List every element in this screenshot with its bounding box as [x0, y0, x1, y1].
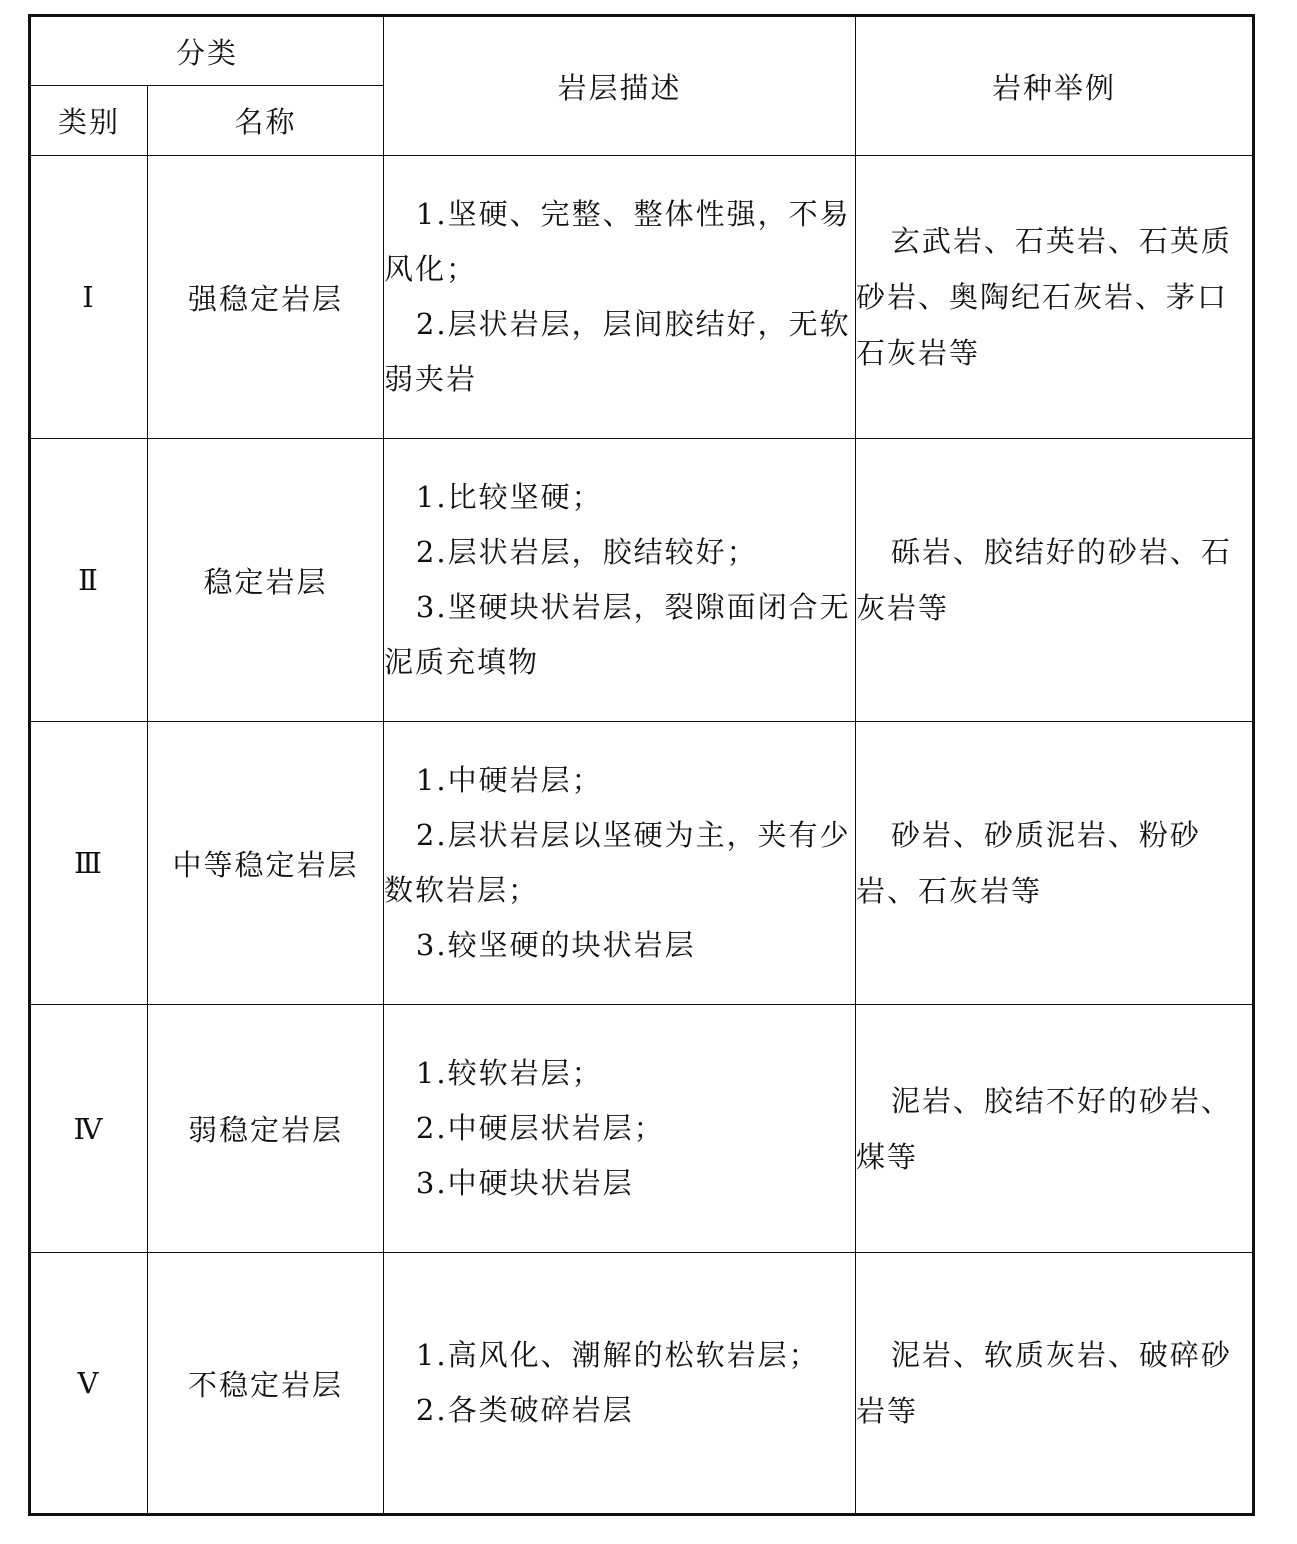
table-row	[30, 439, 1254, 722]
header-row-1	[30, 16, 1254, 86]
name-cell: 不稳定岩层	[148, 1253, 384, 1515]
header-description: 岩层描述	[384, 16, 856, 156]
description-item: 2.中硬层状岩层；	[415, 1111, 665, 1145]
examples-cell: 泥岩、软质灰岩、破碎砂岩等	[856, 1253, 1254, 1515]
description-item: 1.坚硬、完整、整体性强，不易风化；	[384, 197, 851, 286]
description-item: 3.坚硬块状岩层，裂隙面闭合无泥质充填物	[384, 590, 851, 679]
category-cell: Ⅴ	[30, 1253, 148, 1515]
description-item: 2.各类破碎岩层	[415, 1393, 634, 1427]
header-group: 分类	[30, 16, 384, 86]
description-cell	[384, 156, 856, 439]
description-item: 1.高风化、潮解的松软岩层；	[415, 1338, 820, 1372]
table-row	[30, 1005, 1254, 1253]
description-cell	[384, 1253, 856, 1515]
description-cell	[384, 722, 856, 1005]
table-row	[30, 1253, 1254, 1515]
rock-stability-table	[28, 14, 1255, 1516]
category-cell: Ⅱ	[30, 439, 148, 722]
description-item: 2.层状岩层以坚硬为主，夹有少数软岩层；	[384, 818, 851, 907]
description-item: 2.层状岩层，胶结较好；	[415, 535, 758, 569]
description-cell	[384, 439, 856, 722]
header-name: 名称	[148, 86, 384, 156]
examples-cell: 泥岩、胶结不好的砂岩、煤等	[856, 1005, 1254, 1253]
name-cell: 中等稳定岩层	[148, 722, 384, 1005]
description-item: 2.层状岩层，层间胶结好，无软弱夹岩	[384, 307, 851, 396]
name-cell: 稳定岩层	[148, 439, 384, 722]
examples-cell: 玄武岩、石英岩、石英质砂岩、奥陶纪石灰岩、茅口石灰岩等	[856, 156, 1254, 439]
name-cell: 强稳定岩层	[148, 156, 384, 439]
description-item: 1.较软岩层；	[415, 1056, 603, 1090]
description-item: 3.较坚硬的块状岩层	[415, 928, 696, 962]
category-cell: Ⅰ	[30, 156, 148, 439]
name-cell: 弱稳定岩层	[148, 1005, 384, 1253]
description-item: 1.中硬岩层；	[415, 763, 603, 797]
examples-cell: 砾岩、胶结好的砂岩、石灰岩等	[856, 439, 1254, 722]
header-category: 类别	[30, 86, 148, 156]
table-row	[30, 722, 1254, 1005]
category-cell: Ⅳ	[30, 1005, 148, 1253]
examples-cell: 砂岩、砂质泥岩、粉砂岩、石灰岩等	[856, 722, 1254, 1005]
description-cell	[384, 1005, 856, 1253]
header-examples: 岩种举例	[856, 16, 1254, 156]
description-item: 1.比较坚硬；	[415, 480, 603, 514]
description-item: 3.中硬块状岩层	[415, 1166, 634, 1200]
category-cell: Ⅲ	[30, 722, 148, 1005]
table-row	[30, 156, 1254, 439]
